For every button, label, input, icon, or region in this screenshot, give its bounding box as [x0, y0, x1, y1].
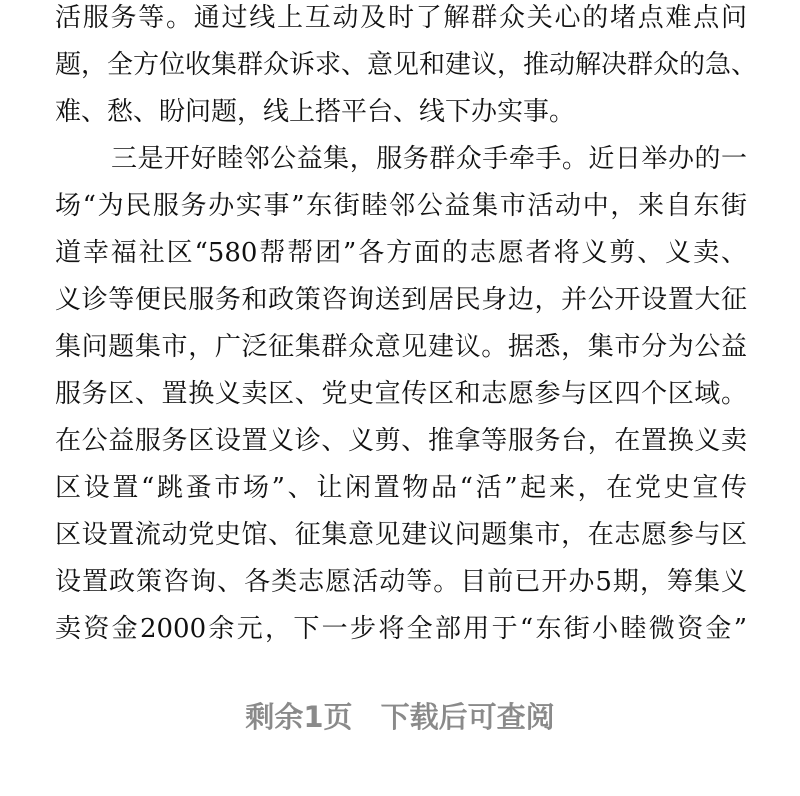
text-line: 在公益服务区设置义诊、义剪、推拿等服务台，在置换义卖 — [55, 426, 747, 456]
text-line: 区设置“跳蚤市场”、让闲置物品“活”起来，在党史宣传 — [55, 473, 747, 503]
text-line: 场“为民服务办实事”东街睦邻公益集市活动中，来自东街 — [55, 191, 747, 221]
text-line: 集问题集市，广泛征集群众意见建议。据悉，集市分为公益 — [55, 332, 747, 362]
text-line: 义诊等便民服务和政策咨询送到居民身边，并公开设置大征 — [55, 285, 747, 315]
text-line: 区设置流动党史馆、征集意见建议问题集市，在志愿参与区 — [55, 520, 747, 550]
text-line: 设置政策咨询、各类志愿活动等。目前已开办5期，筹集义 — [55, 567, 747, 597]
text-line: 道幸福社区“580帮帮团”各方面的志愿者将义剪、义卖、 — [55, 238, 747, 268]
download-hint-label: 下载后可查阅 — [380, 700, 555, 734]
text-line: 题，全方位收集群众诉求、意见和建议，推动解决群众的急、 — [55, 50, 758, 80]
remaining-pages-label: 剩余1页 — [245, 700, 353, 734]
text-line: 服务区、置换义卖区、党史宣传区和志愿参与区四个区域。 — [55, 379, 747, 409]
text-line: 三是开好睦邻公益集，服务群众手牵手。近日举办的一 — [111, 144, 747, 174]
text-line: 活服务等。通过线上互动及时了解群众关心的堵点难点问 — [55, 3, 747, 33]
document-body — [55, 0, 758, 658]
text-line: 卖资金2000余元，下一步将全部用于“东街小睦微资金” — [55, 614, 747, 644]
text-line: 难、愁、盼问题，线上搭平台、线下办实事。 — [55, 97, 576, 127]
download-prompt[interactable] — [0, 695, 800, 736]
